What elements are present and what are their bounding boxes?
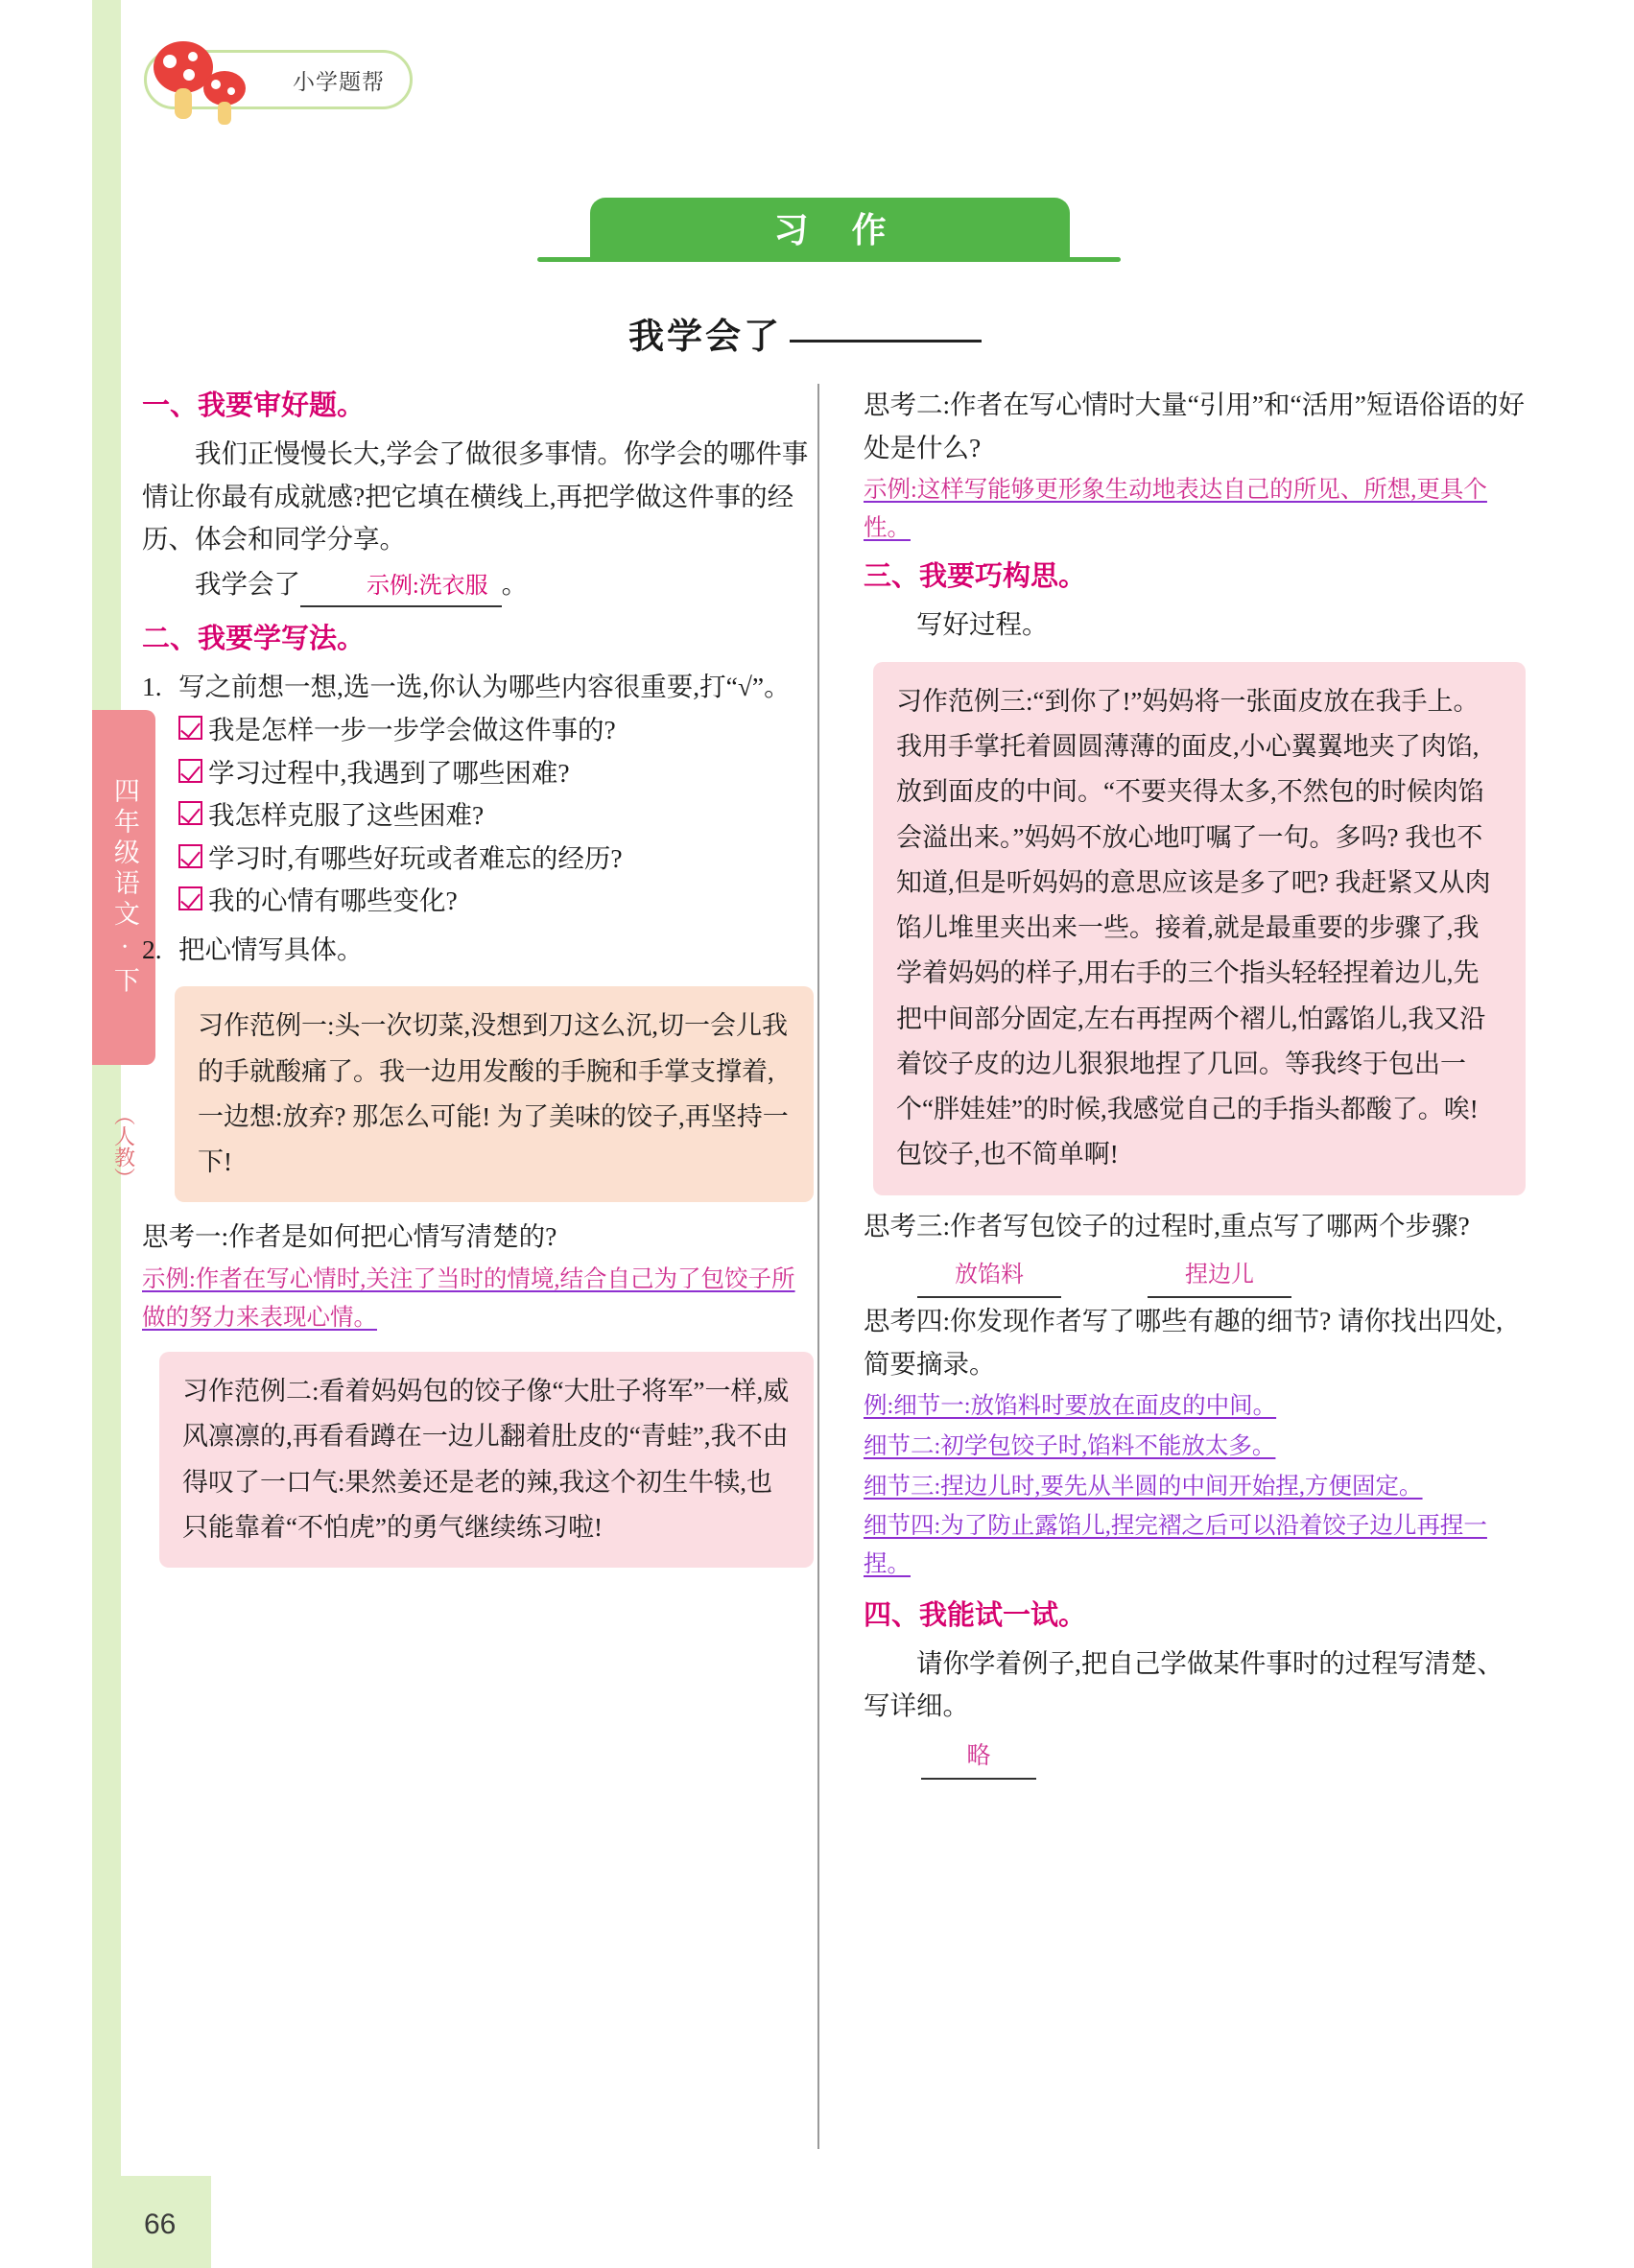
item-2-text: 把心情写具体。 [178,933,364,964]
page-title [628,307,982,359]
section-banner-title: 习 作 [773,210,904,249]
section-banner [590,198,1070,257]
answer-3-blanks[interactable] [917,1257,1526,1298]
answer-1: 示例:作者在写心情时,关注了当时的情境,结合自己为了包饺子所做的努力来表现心情。 [142,1265,795,1331]
answer-4-detail-2: 细节二:初学包饺子时,馅料不能放太多。 [864,1432,1276,1459]
section-4-text: 请你学着例子,把自己学做某件事时的过程写清楚、写详细。 [864,1647,1504,1721]
section-4-answer[interactable]: 略 [921,1737,1036,1781]
page-number: 66 [144,2209,177,2240]
example-box-1: 习作范例一:头一次切菜,没想到刀这么沉,切一会儿我的手就酸痛了。我一边用发酸的手腕和手掌支撑着,一边想:放弃? 那怎么可能! 为了美味的饺子,再坚持一下! [175,986,814,1202]
section-1-fill-label: 我学会了 [195,568,300,599]
answer-4-detail-3: 细节三:捏边儿时,要先从半圆的中间开始捏,方便固定。 [864,1473,1423,1500]
section-4-heading: 四、我能试一试。 [864,1599,1087,1631]
list-item[interactable] [178,794,814,838]
section-1-answer[interactable]: 示例:洗衣服 [300,568,502,608]
item-2-number: 2. [142,933,162,964]
question-1: 思考一:作者是如何把心情写清楚的? [142,1221,557,1252]
checkbox-label: 我怎样克服了这些困难? [208,800,485,831]
list-item[interactable] [178,838,814,881]
checkbox-checked-icon[interactable] [178,886,202,910]
footer-white-area [211,2176,1634,2268]
column-divider [817,384,819,2149]
section-1-fill-line: 我学会了 示例:洗衣服 。 [142,563,814,608]
checkbox-checked-icon[interactable] [178,716,202,740]
answer-2: 示例:这样写能够更形象生动地表达自己的所见、所想,更具个性。 [864,477,1487,541]
answer-3-first[interactable]: 放馅料 [917,1257,1061,1298]
list-item[interactable] [178,880,814,923]
question-2: 思考二:作者在写心情时大量“引用”和“活用”短语俗语的好处是什么? [864,390,1525,462]
title-fill-line [790,340,982,343]
section-3-heading: 三、我要巧构思。 [864,561,1087,593]
list-item [142,929,814,972]
list-item[interactable] [178,752,814,795]
section-1-heading: 一、我要审好题。 [142,390,366,421]
answer-3-second[interactable]: 捏边儿 [1148,1257,1291,1298]
checkbox-checked-icon[interactable] [178,801,202,825]
example-box-2: 习作范例二:看着妈妈包的饺子像“大肚子将军”一样,威风凛凛的,再看看蹲在一边儿翻着肚皮的“青蛙”,我不由得叹了一口气:果然姜还是老的辣,我这个初生牛犊,也只能靠着“不怕虎”的勇气继续练习啦! [159,1352,814,1568]
page-spine-inner [0,0,92,2268]
list-item[interactable] [178,709,814,752]
item-1-number: 1. [142,672,162,702]
mushroom-small-icon [201,69,248,127]
example-box-3: 习作范例三:“到你了!”妈妈将一张面皮放在我手上。我用手掌托着圆圆薄薄的面皮,小心翼翼地夹了肉馅,放到面皮的中间。“不要夹得太多,不然包的时候肉馅会溢出来。”妈妈不放心地叮嘱了一句。多吗? 我也不知道,但是听妈妈的意思应该是多了吧? 我赶紧又从肉馅儿堆里夹出来一些。接着,就是最重要的步骤了,我学着妈妈的样子,用右手的三个指头轻轻捏着边儿,先把中间部分固定,左右再捏两个褶儿,怕露馅儿,我又沿着饺子皮的边儿狠狠地捏了几回。等我终于包出一个“胖娃娃”的时候,我感觉自己的手指头都酸了。唉! 包饺子,也不简单啊! [873,662,1526,1195]
item-1-text: 写之前想一想,选一选,你认为哪些内容很重要,打“√”。 [178,672,791,702]
section-3-subtext: 写好过程。 [916,609,1049,640]
checkbox-checked-icon[interactable] [178,844,202,868]
question-3: 思考三:作者写包饺子的过程时,重点写了哪两个步骤? [864,1210,1470,1240]
list-item [142,666,814,709]
checkbox-label: 我的心情有哪些变化? [208,886,458,916]
page-title-text: 我学会了 [628,318,782,357]
publisher-label: （人教） [111,1104,136,1189]
section-banner-underline [537,257,1121,262]
answer-4-detail-1: 例:细节一:放馅料时要放在面皮的中间。 [864,1393,1277,1420]
checkbox-label: 学习过程中,我遇到了哪些困难? [208,757,570,788]
answer-4-detail-4: 细节四:为了防止露馅儿,捏完褶之后可以沿着饺子边儿再捏一捏。 [864,1513,1487,1577]
brand-logo-text: 小学题帮 [293,68,385,94]
checkbox-label: 我是怎样一步一步学会做这件事的? [208,715,616,744]
right-column [864,384,1526,1780]
checkbox-checked-icon[interactable] [178,759,202,783]
checkbox-label: 学习时,有哪些好玩或者难忘的经历? [208,842,623,873]
section-2-heading: 二、我要学写法。 [142,624,366,655]
section-1-paragraph: 我们正慢慢长大,学会了做很多事情。你学会的哪件事情让你最有成就感?把它填在横线上,再把学做这件事的经历、体会和同学分享。 [142,437,809,555]
grade-subject-label: 四年级语文 · 下 [109,777,139,998]
question-4: 思考四:你发现作者写了哪些有趣的细节? 请你找出四处,简要摘录。 [864,1306,1504,1379]
left-column [142,384,814,1577]
